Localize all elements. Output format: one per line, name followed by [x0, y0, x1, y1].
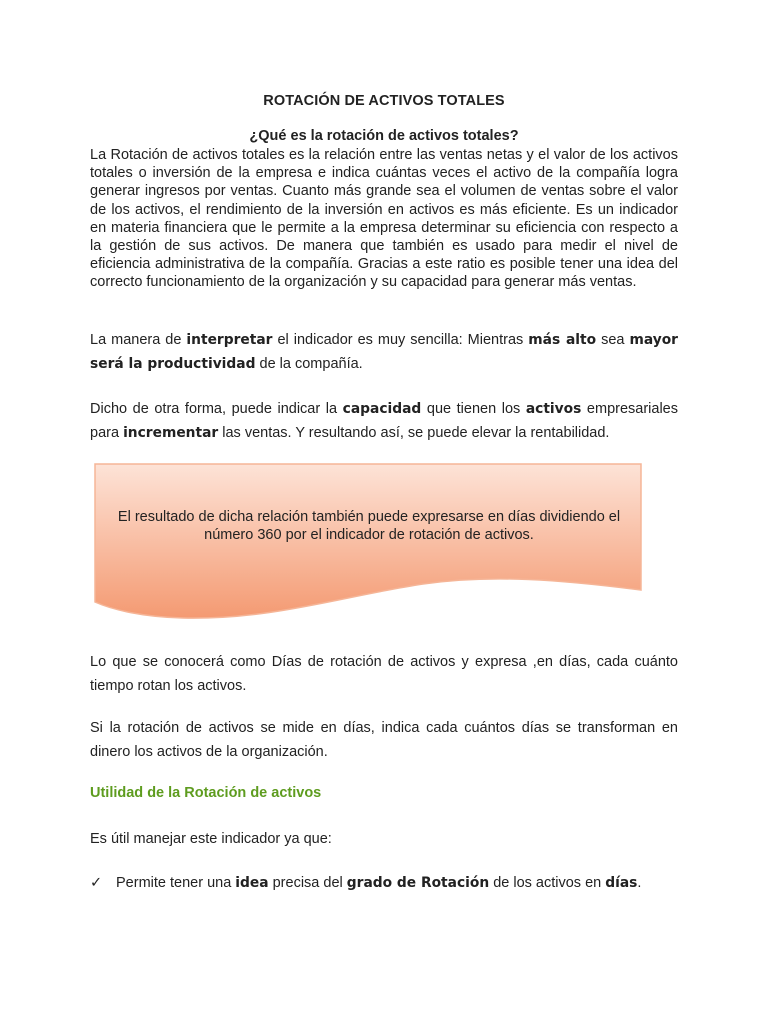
text-run: La manera de [90, 332, 187, 348]
bold-run: más alto [528, 332, 597, 348]
bold-run: mayor será la productividad [90, 332, 678, 372]
text-run: precisa del [268, 875, 347, 891]
text-run: el indicador es muy sencilla: Mientras [272, 332, 529, 348]
document-subtitle: ¿Qué es la rotación de activos totales? [249, 128, 519, 144]
bullet-item [90, 871, 690, 895]
bold-run: activos [525, 401, 582, 417]
text-run: de la compañía. [255, 356, 363, 372]
text-run: Dicho de otra forma, puede indicar la [90, 401, 343, 417]
bold-run: capacidad [342, 401, 422, 417]
text-run: que tienen los [421, 401, 526, 417]
document-title: ROTACIÓN DE ACTIVOS TOTALES [263, 93, 505, 109]
bold-run: idea [235, 875, 269, 891]
callout-box [93, 462, 645, 622]
callout-text: El resultado de dicha relación también puede expresarse en días dividiendo el número 360 por el indicador de rotación de activos. [117, 509, 621, 543]
text-run: empresariales para [90, 401, 678, 441]
text-run: . [637, 875, 642, 891]
section-heading: Utilidad de la Rotación de activos [90, 785, 322, 801]
capacity-paragraph [90, 397, 678, 445]
bold-run: interpretar [186, 332, 273, 348]
checkmark-icon: ✓ [90, 875, 103, 891]
intro-paragraph: La Rotación de activos totales es la relación entre las ventas netas y el valor de los activos totales o inversión de la empresa e indica cuántas veces el activo de la compañía logra generar ingresos por ventas. Cuanto más grande sea el volumen de ventas sobre el valor de los activos, el rendimiento de la inversión en activos es más eficiente. Es un indicador en materia financiera que le permite a la empresa determinar su eficiencia con respecto a la gestión de sus activos. De manera que también es usado para medir el nivel de eficiencia administrativa de la compañía. Gracias a este ratio es posible tener una idea del correcto funcionamiento de la organización y su capacidad para generar más ventas. [90, 147, 678, 291]
text-run: de los activos en [489, 875, 606, 891]
bold-run: incrementar [123, 425, 219, 441]
interpretation-paragraph [90, 328, 678, 376]
days-rotation-paragraph: Lo que se conocerá como Días de rotación de activos y expresa ,en días, cada cuánto tiempo rotan los activos. [90, 654, 678, 694]
bold-run: grado de Rotación [346, 875, 490, 891]
text-run: sea [596, 332, 630, 348]
text-run: las ventas. Y resultando así, se puede elevar la rentabilidad. [218, 425, 610, 441]
bold-run: días [605, 875, 638, 891]
days-measure-paragraph: Si la rotación de activos se mide en días, indica cada cuántos días se transforman en dinero los activos de la organización. [90, 720, 678, 760]
text-run: Permite tener una [116, 875, 236, 891]
usefulness-paragraph: Es útil manejar este indicador ya que: [90, 831, 332, 847]
